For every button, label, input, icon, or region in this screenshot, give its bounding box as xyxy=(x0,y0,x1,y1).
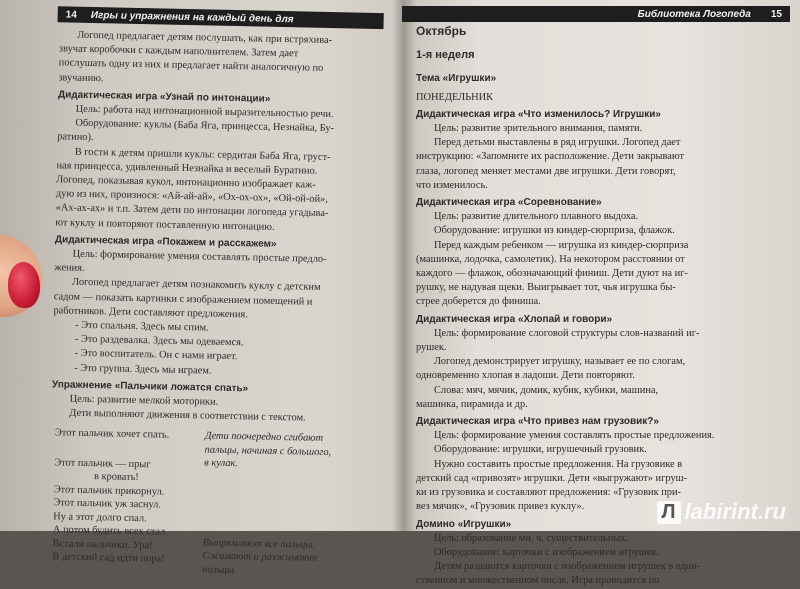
game-title: Дидактическая игра «Узнай по интонации» xyxy=(57,89,271,105)
watermark-badge: Л xyxy=(657,501,681,524)
left-running-header xyxy=(58,6,384,29)
poem-line: в кровать! xyxy=(93,471,139,484)
poem-line: Этот пальчик прикорнул. xyxy=(53,484,165,498)
game-title: Дидактическая игра «Что изменилось? Игрушки» xyxy=(416,108,661,120)
paragraph: ственном и множественном числе. Игра проводится по xyxy=(416,575,660,587)
poem-note: пальцы, начиная с большого, xyxy=(204,444,332,459)
list-item: - Это воспитатель. Он с нами играет. xyxy=(74,348,238,363)
paragraph: «Ах-ах-ах» и т.п. Затем дети по интонации логопеда угадыва- xyxy=(55,202,329,220)
paragraph: Логопед предлагает детям послушать, как при встряхива- xyxy=(77,29,333,47)
paragraph: Логопед предлагает детям познакомить куклу с детским xyxy=(71,277,321,294)
paragraph: послушать одну из них и предлагает найти аналогичную по xyxy=(58,57,324,75)
paragraph: (машинка, лодочка, самолетик). На некотором расстоянии от xyxy=(416,253,685,265)
poem-line: Этот пальчик — прыг xyxy=(54,457,151,471)
paragraph: каждого — флажок, обозначающий финиш. Дети дуют на иг- xyxy=(416,268,688,280)
poem-note: пальцы. xyxy=(201,564,237,577)
paragraph: рушку, не надувая щеки. Выигрывает тот, чья игрушка бы- xyxy=(416,282,676,294)
week-title: 1-я неделя xyxy=(416,49,475,62)
game-equipment: Оборудование: игрушки из киндер-сюрприза, флажок. xyxy=(434,225,675,237)
game-title: Дидактическая игра «Соревнование» xyxy=(416,197,602,209)
paragraph: Логопед демонстрирует игрушку, называет ее по слогам, xyxy=(434,356,686,368)
paragraph: глаза, логопед меняет местами две игрушки. Дети говорят, xyxy=(416,165,676,177)
game-equipment: Оборудование: игрушки, игрушечный грузовик. xyxy=(434,444,647,456)
game-title: Дидактическая игра «Что привез нам грузовик?» xyxy=(416,416,659,428)
paragraph: Перед детьми выставлены в ряд игрушки. Логопед дает xyxy=(434,137,681,149)
paragraph: стрее доберется до финиша. xyxy=(416,296,541,308)
poem-line: Ну а этот долго спал. xyxy=(53,511,147,525)
game-title: Дидактическая игра «Покажем и расскажем» xyxy=(54,234,277,250)
game-equipment: ратино). xyxy=(57,131,94,144)
poem-line: В детский сад идти пора! xyxy=(52,551,165,566)
poem-note: Выпрямляют все пальцы. xyxy=(202,537,316,551)
game-goal: жения. xyxy=(54,262,85,275)
poem-line: Встали пальчики. Ура! xyxy=(52,538,153,552)
game-equipment: Оборудование: карточки с изображением игрушек. xyxy=(434,546,659,558)
left-header-title: Игры и упражнения на каждый день для xyxy=(90,9,294,25)
game-goal: Цель: образование мн. ч. существительных. xyxy=(434,532,629,544)
poem-gap xyxy=(203,470,366,539)
month-title: Октябрь xyxy=(416,24,467,38)
paragraph: ки из грузовика и составляют предложения: «Грузовик при- xyxy=(416,487,682,499)
day-title: ПОНЕДЕЛЬНИК xyxy=(416,91,494,103)
list-item: - Это спальня. Здесь мы спим. xyxy=(75,319,209,334)
theme-title: Тема «Игрушки» xyxy=(416,73,497,85)
exercise-title: Упражнение «Пальчики ложатся спать» xyxy=(51,379,249,395)
game-goal: Цель: формирование слоговой структуры слов-названий иг- xyxy=(434,327,700,339)
paragraph: инструкцию: «Запомните их расположение. Дети закрывают xyxy=(416,151,685,163)
right-header-title: Библиотека Логопеда xyxy=(637,8,751,20)
poem-lines xyxy=(48,427,205,577)
game-goal: Цель: работа над интонационной выразительностью речи. xyxy=(75,103,334,121)
paragraph: одновременно хлопая в ладоши. Дети повторяют. xyxy=(416,370,635,382)
list-item: - Это раздевалка. Здесь мы одеваемся. xyxy=(74,333,244,349)
game-goal: Цель: формирование умения составлять простые предложения. xyxy=(434,430,715,442)
left-page-number: 14 xyxy=(65,8,77,21)
paragraph: детский сад «привозят» игрушки. Дети «выгружают» игруш- xyxy=(416,472,688,484)
watermark xyxy=(657,499,787,525)
right-page xyxy=(402,0,790,587)
paragraph: ют куклу и повторяют поставленную интонацию. xyxy=(55,216,275,233)
paragraph: вез мячик», «Грузовик привез куклу». xyxy=(416,501,585,513)
watermark-brand: labirint.ru xyxy=(684,499,786,524)
poem-note: Дети поочередно сгибают xyxy=(204,430,324,445)
game-words: Слова: мяч, мячик, домик, кубик, кубики, машина, xyxy=(434,384,659,396)
poem-line: А потом будить всех стал. xyxy=(52,524,169,539)
paragraph: звучат коробочки с каждым наполнителем. Затем дает xyxy=(58,43,299,60)
game-title: Дидактическая игра «Хлопай и говори» xyxy=(416,313,613,325)
fingernail-photo xyxy=(8,262,40,308)
list-item: - Это группа. Здесь мы играем. xyxy=(74,362,212,377)
paragraph: дую из них, произнося: «Ай-ай-ай», «Ох-ох-ох», «Ой-ой-ой», xyxy=(55,188,328,206)
game-goal: Цель: развитие длительного плавного выдоха. xyxy=(434,211,639,223)
left-page-text xyxy=(48,28,375,580)
game-equipment: Оборудование: куклы (Баба Яга, принцесса, Незнайка, Бу- xyxy=(75,117,335,135)
paragraph: Дети выполняют движения в соответствии с текстом. xyxy=(69,407,306,424)
game-goal: Цель: формирование умения составлять простые предло- xyxy=(72,248,327,266)
paragraph: Детям раздаются карточки с изображением игрушек в един- xyxy=(434,561,701,573)
left-page xyxy=(33,0,384,577)
paragraph: ная принцесса, удивленный Незнайка и веселый Буратино. xyxy=(56,160,318,177)
right-page-number: 15 xyxy=(770,8,782,20)
paragraph: работников. Дети составляют предложения. xyxy=(53,305,248,321)
poem-line: Этот пальчик хочет спать. xyxy=(54,427,170,442)
paragraph: садом — показать картинки с изображением помещений и xyxy=(53,290,313,308)
paragraph: что изменилось. xyxy=(416,179,488,191)
paragraph: Логопед, показывая кукол, интонационно изображает каж- xyxy=(56,174,316,191)
spacer xyxy=(416,38,772,46)
exercise-goal: Цель: развитие мелкой моторики. xyxy=(69,393,219,408)
game-words: машинка, пирамида и др. xyxy=(416,398,528,410)
poem-line: Этот пальчик уж заснул. xyxy=(53,497,162,512)
paragraph: Перед каждым ребенком — игрушка из киндер-сюрприза xyxy=(434,239,689,251)
paragraph: звучанию. xyxy=(58,71,104,84)
game-goal: рушек. xyxy=(416,342,447,354)
poem-note: в кулак. xyxy=(204,457,239,470)
finger-poem xyxy=(48,427,367,581)
game-title: Домино «Игрушки» xyxy=(416,518,512,530)
paragraph: В гости к детям пришли куклы: сердитая Баба Яга, груст- xyxy=(74,146,331,163)
poem-notes xyxy=(202,430,367,580)
poem-note: Сжимают и разжимают xyxy=(202,550,318,565)
game-goal: Цель: развитие зрительного внимания, памяти. xyxy=(434,123,643,135)
right-running-header xyxy=(402,6,790,22)
paragraph: Нужно составить простые предложения. На грузовике в xyxy=(434,458,683,470)
spacer xyxy=(416,62,772,70)
